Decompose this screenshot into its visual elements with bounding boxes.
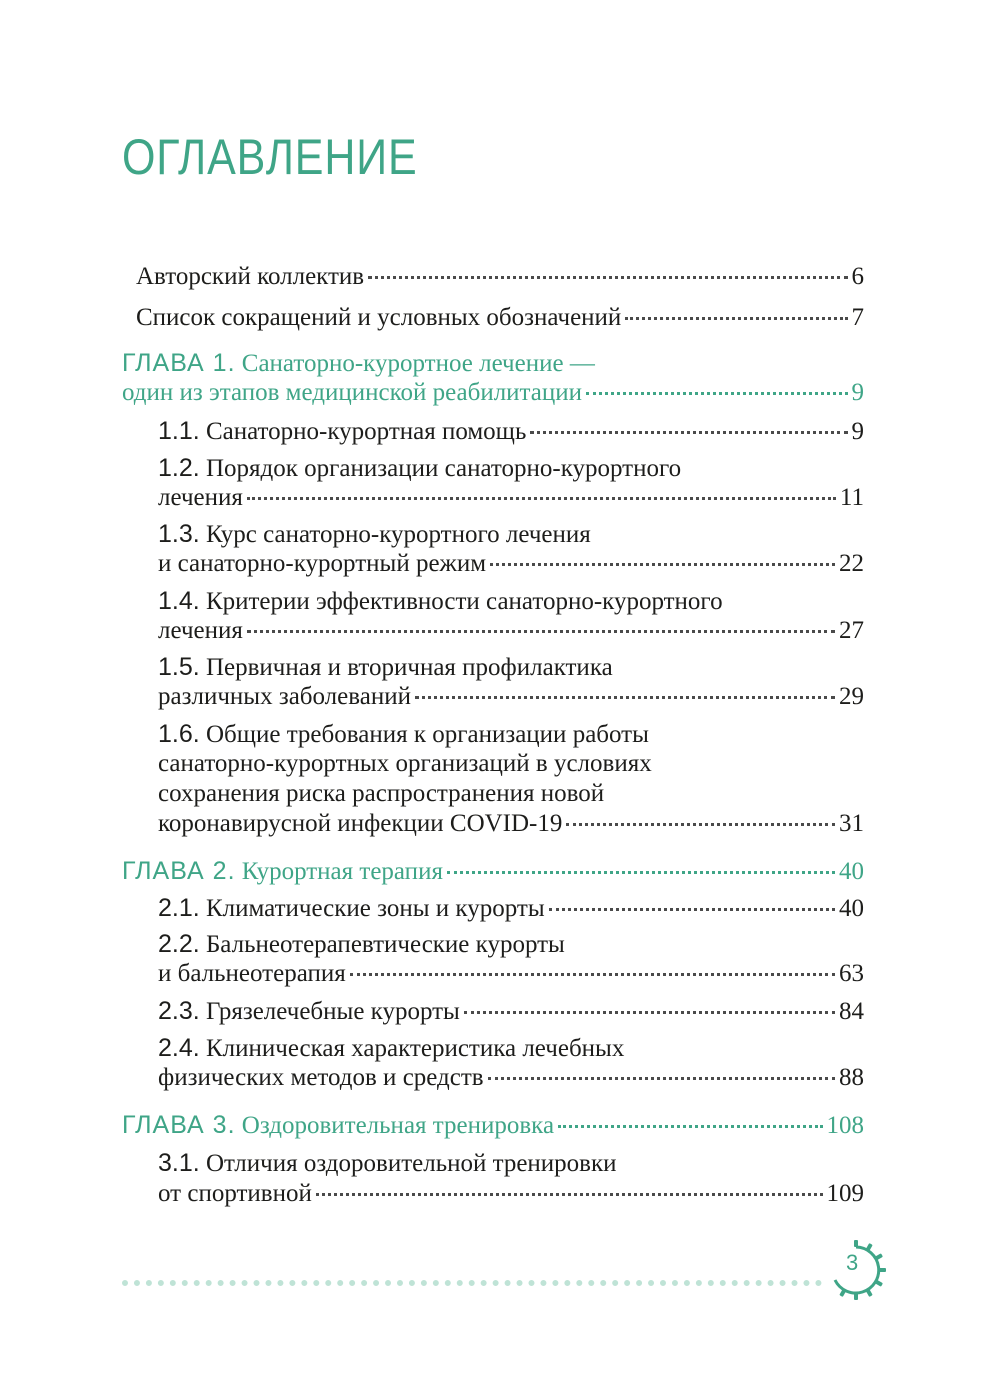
leader-dots bbox=[316, 1193, 823, 1196]
toc-section-2-1[interactable]: 2.1. Климатические зоны и курорты 40 bbox=[158, 894, 864, 922]
toc-chapter-3[interactable]: ГЛАВА 3. Оздоровительная тренировка 108 bbox=[122, 1111, 864, 1139]
toc-section-1-3[interactable]: и санаторно-курортный режим 22 bbox=[158, 550, 864, 577]
footer-dotted-line bbox=[122, 1274, 822, 1286]
leader-dots bbox=[530, 431, 847, 434]
toc-section-1-6-line1[interactable]: 1.6. Общие требования к организации работы bbox=[158, 720, 649, 748]
toc-entry-authors[interactable]: Авторский коллектив 6 bbox=[136, 263, 864, 290]
leader-dots bbox=[549, 908, 835, 911]
toc-section-1-4-line1[interactable]: 1.4. Критерии эффективности санаторно-курортного bbox=[158, 587, 723, 615]
page-number: 3 bbox=[846, 1250, 859, 1275]
toc-section-1-2-line1[interactable]: 1.2. Порядок организации санаторно-курортного bbox=[158, 454, 682, 482]
toc-section-1-6[interactable]: коронавирусной инфекции COVID-19 31 bbox=[158, 810, 864, 837]
leader-dots bbox=[488, 1077, 835, 1080]
leader-dots bbox=[558, 1125, 822, 1128]
toc-section-1-5[interactable]: различных заболеваний 29 bbox=[158, 683, 864, 710]
leader-dots bbox=[447, 871, 835, 874]
toc-section-2-3[interactable]: 2.3. Грязелечебные курорты 84 bbox=[158, 997, 864, 1025]
toc-section-3-1[interactable]: от спортивной 109 bbox=[158, 1180, 864, 1207]
toc-section-2-4[interactable]: физических методов и средств 88 bbox=[158, 1064, 864, 1091]
toc-section-1-3-line1[interactable]: 1.3. Курс санаторно-курортного лечения bbox=[158, 520, 591, 548]
leader-dots bbox=[625, 317, 847, 320]
toc-section-2-4-line1[interactable]: 2.4. Клиническая характеристика лечебных bbox=[158, 1034, 625, 1062]
leader-dots bbox=[586, 392, 847, 395]
toc-section-3-1-line1[interactable]: 3.1. Отличия оздоровительной тренировки bbox=[158, 1149, 617, 1177]
toc-section-1-4[interactable]: лечения 27 bbox=[158, 617, 864, 644]
leader-dots bbox=[247, 630, 835, 633]
toc-section-1-6-line2[interactable]: санаторно-курортных организаций в условиях bbox=[158, 750, 652, 777]
toc-section-2-2-line1[interactable]: 2.2. Бальнеотерапевтические курорты bbox=[158, 930, 565, 958]
toc-section-1-2[interactable]: лечения 11 bbox=[158, 484, 864, 511]
leader-dots bbox=[415, 696, 835, 699]
page-title: ОГЛАВЛЕНИЕ bbox=[122, 129, 418, 185]
toc-entry-abbreviations[interactable]: Список сокращений и условных обозначений 7 bbox=[136, 304, 864, 331]
leader-dots bbox=[350, 973, 835, 976]
toc-section-1-5-line1[interactable]: 1.5. Первичная и вторичная профилактика bbox=[158, 653, 613, 681]
toc-section-1-1[interactable]: 1.1. Санаторно-курортная помощь 9 bbox=[158, 417, 864, 445]
toc-section-1-6-line3[interactable]: сохранения риска распространения новой bbox=[158, 780, 605, 807]
leader-dots bbox=[368, 276, 847, 279]
leader-dots bbox=[566, 823, 835, 826]
toc-section-2-2[interactable]: и бальнеотерапия 63 bbox=[158, 960, 864, 987]
leader-dots bbox=[247, 497, 836, 500]
leader-dots bbox=[464, 1011, 835, 1014]
toc-chapter-2[interactable]: ГЛАВА 2. Курортная терапия 40 bbox=[122, 857, 864, 885]
toc-chapter-1[interactable]: один из этапов медицинской реабилитации 9 bbox=[122, 379, 864, 406]
toc-chapter-1-title[interactable]: ГЛАВА 1. Санаторно-курортное лечение — bbox=[122, 349, 595, 377]
leader-dots bbox=[490, 563, 835, 566]
